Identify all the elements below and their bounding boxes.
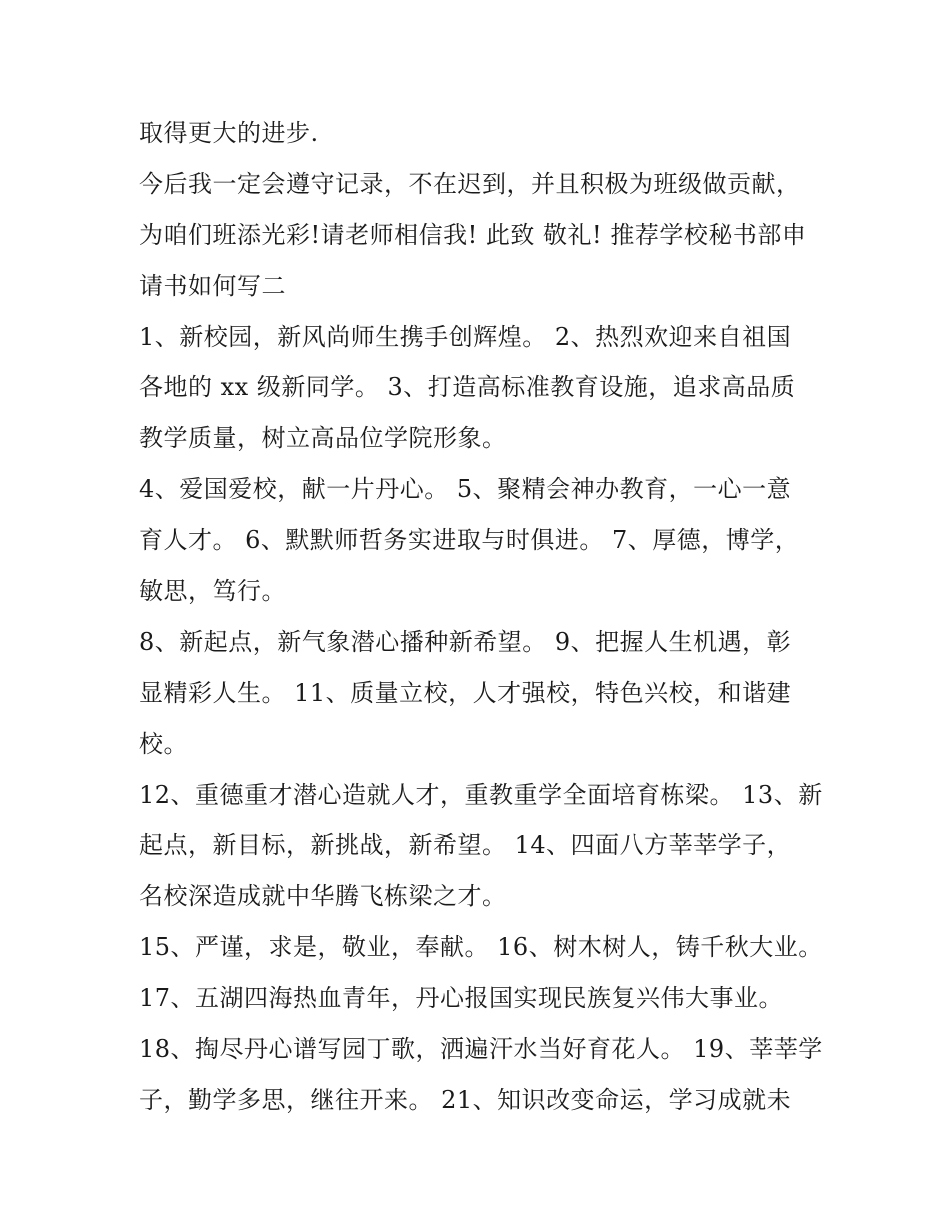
text-line: 取得更大的进步.: [139, 119, 319, 147]
text-line: 4、爱国爱校，献一片丹心。 5、聚精会神办教育，一心一意: [139, 475, 792, 504]
text-line: 今后我一定会遵守记录，不在迟到，并且积极为班级做贡献，: [139, 169, 801, 198]
text-line: 各地的 xx 级新同学。 3、打造高标准教育设施，追求高品质: [139, 373, 796, 402]
text-line: 校。: [139, 729, 188, 758]
document-body: [139, 108, 839, 1126]
text-line: 12、重德重才潜心造就人才，重教重学全面培育栋梁。 13、新: [139, 780, 823, 809]
text-line: 名校深造成就中华腾飞栋梁之才。: [139, 882, 507, 911]
text-line: 教学质量，树立高品位学院形象。: [139, 424, 507, 453]
text-line: 1、新校园，新风尚师生携手创辉煌。 2、热烈欢迎来自祖国: [139, 322, 792, 351]
text-line: 8、新起点，新气象潜心播种新希望。 9、把握人生机遇，彰: [139, 627, 792, 656]
text-line: 育人才。 6、默默师哲务实进取与时俱进。 7、厚德，博学，: [139, 526, 800, 555]
text-line: 显精彩人生。 11、质量立校，人才强校，特色兴校，和谐建: [139, 678, 792, 707]
text-line: 15、严谨，求是，敬业，奉献。 16、树木树人，铸千秋大业。: [139, 933, 823, 962]
text-line: 18、掏尽丹心谱写园丁歌，洒遍汗水当好育花人。 19、莘莘学: [139, 1035, 823, 1064]
text-line: 敏思，笃行。: [139, 577, 286, 606]
text-line: 起点，新目标，新挑战，新希望。 14、四面八方莘莘学子，: [139, 831, 792, 860]
text-line: 17、五湖四海热血青年，丹心报国实现民族复兴伟大事业。: [139, 984, 784, 1013]
text-line: 为咱们班添光彩!请老师相信我! 此致 敬礼! 推荐学校秘书部申: [139, 220, 807, 249]
text-line: 请书如何写二: [139, 271, 286, 300]
text-line: 子，勤学多思，继往开来。 21、知识改变命运，学习成就未: [139, 1085, 792, 1114]
